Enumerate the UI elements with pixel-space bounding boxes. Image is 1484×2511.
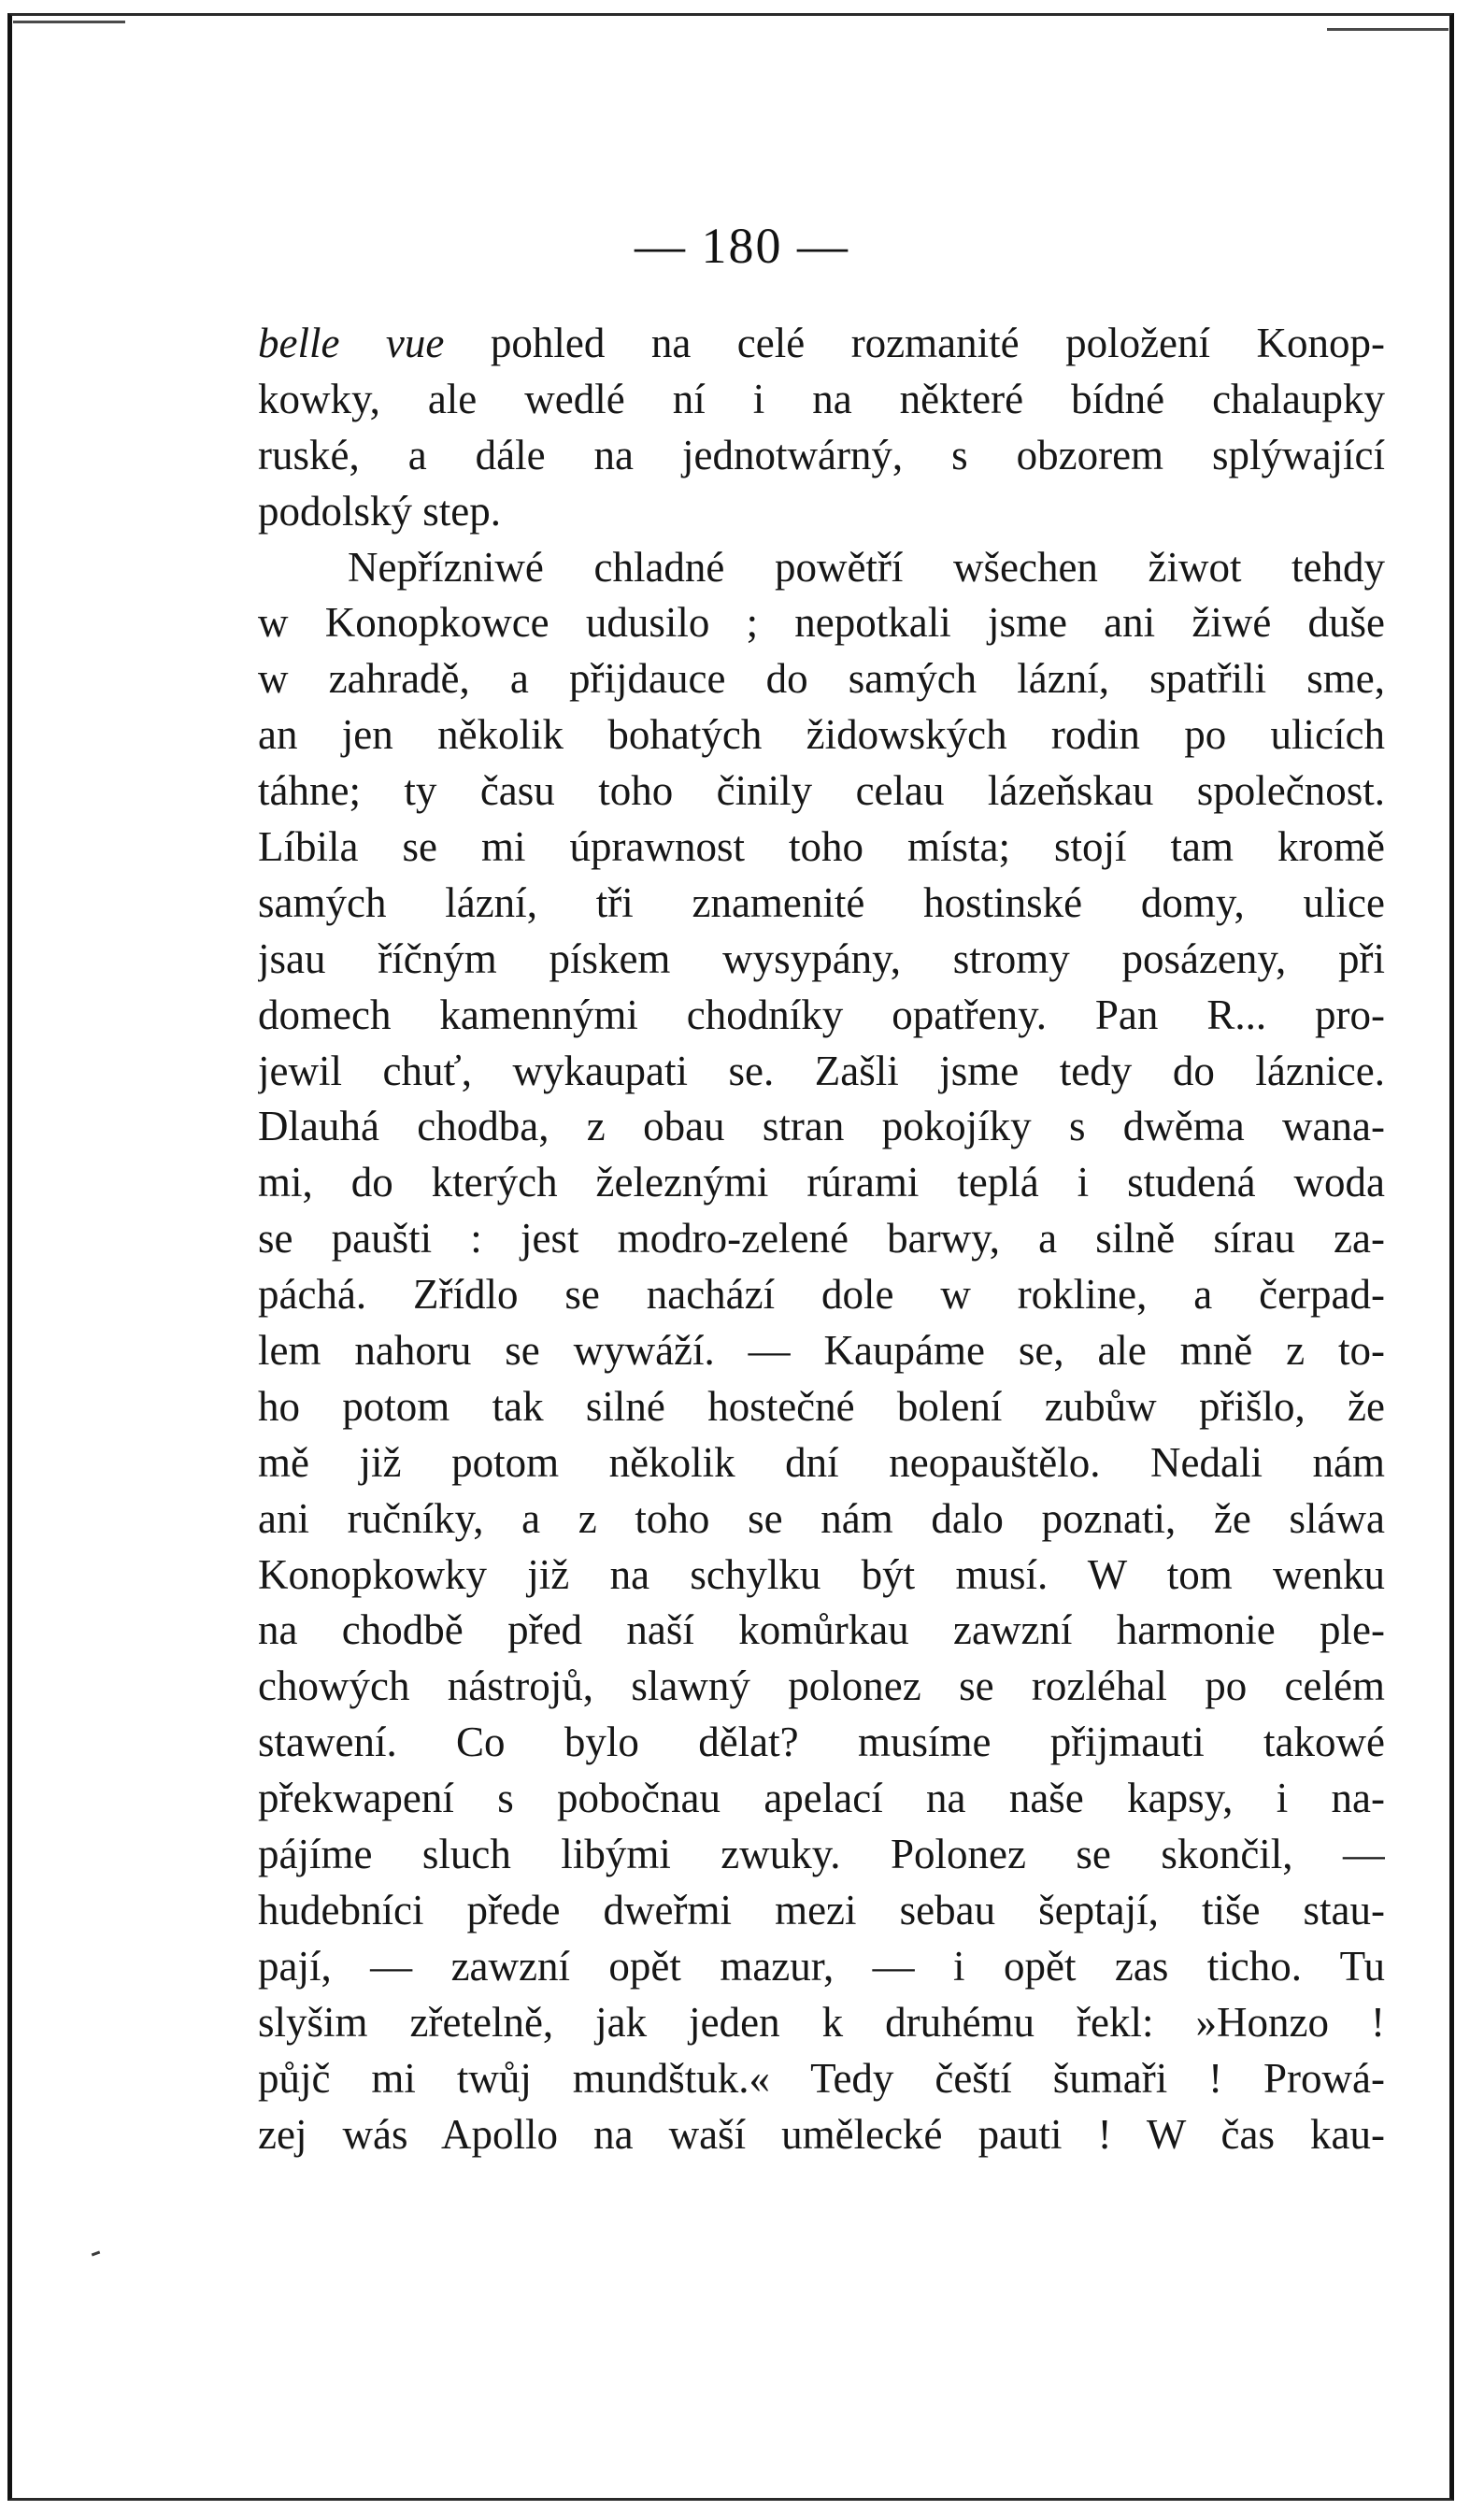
text-line: zej wás Apollo na waší umělecké pauti ! W čas kau- (258, 2110, 1385, 2158)
text-line: mi, do kterých železnými rúrami teplá i studená woda (258, 1159, 1385, 1206)
body-text (258, 316, 1385, 2162)
text-line: slyšim zřetelně, jak jeden k druhému řekl: »Honzo ! (258, 1998, 1385, 2046)
text-line: an jen několik bohatých židowských rodin po ulicích (258, 711, 1385, 759)
top-rule-left (13, 21, 125, 23)
text-line: Dlauhá chodba, z obau stran pokojíky s dwěma wana- (258, 1103, 1385, 1150)
text-line: pájíme sluch libými zwuky. Polonez se skončil, — (258, 1831, 1385, 1878)
text-line: samých lázní, tři znamenité hostinské domy, ulice (258, 878, 1385, 926)
text-line: w zahradě, a přijdauce do samých lázní, spatřili sme, (258, 655, 1385, 703)
text-line: pají, — zawzní opět mazur, — i opět zas ticho. Tu (258, 1942, 1385, 1990)
text-line: domech kamennými chodníky opatřeny. Pan R... pro- (258, 991, 1385, 1038)
text-line: Nepřízniwé chladné powětří wšechen žiwot tehdy (348, 543, 1385, 591)
text-line: Konopkowky již na schylku být musí. W tom wenku (258, 1550, 1385, 1598)
text-line: se paušti : jest modro-zelené barwy, a silně sírau za- (258, 1215, 1385, 1263)
text-line: w Konopkowce udusilo ; nepotkali jsme ani žiwé duše (258, 599, 1385, 647)
text-line: na chodbě před naší komůrkau zawzní harmonie ple- (258, 1606, 1385, 1654)
italic-phrase: belle vue (258, 320, 445, 366)
text-line: mě již potom několik dní neopauštělo. Nedali nám (258, 1438, 1385, 1486)
page-number: — 180 — (635, 218, 849, 274)
text-line: táhne; ty času toho činily celau lázeňskau společnost. (258, 767, 1385, 815)
text-line: lem nahoru se wywáží. — Kaupáme se, ale mně z to- (258, 1327, 1385, 1375)
top-rule-right (1327, 28, 1448, 31)
text-line: kowky, ale wedlé ní i na některé bídné chalaupky (258, 375, 1385, 422)
text-line: stawení. Co bylo dělat? musíme přijmauti takowé (258, 1719, 1385, 1766)
text-line: překwapení s pobočnau apelací na naše kapsy, i na- (258, 1775, 1385, 1822)
text-line: páchá. Zřídlo se nachází dole w rokline, a čerpad- (258, 1271, 1385, 1319)
text-line: jsau říčným pískem wysypány, stromy posázeny, při (258, 934, 1385, 982)
text-line: chowých nástrojů, slawný polonez se rozléhal po celém (258, 1662, 1385, 1710)
text-line: jewil chuť, wykaupati se. Zašli jsme tedy do láznice. (258, 1047, 1385, 1094)
text-line: hudebníci přede dweřmi mezi sebau šeptají, tiše stau- (258, 1886, 1385, 1933)
text-line: Líbila se mi úprawnost toho místa; stojí tam kromě (258, 823, 1385, 871)
text-line: půjč mi twůj mundštuk.« Tedy čeští šumaři ! Prowá- (258, 2054, 1385, 2102)
text-line: ruské, a dále na jednotwárný, s obzorem splýwající (258, 431, 1385, 478)
text-line: ho potom tak silné hostečné bolení zubůw přišlo, že (258, 1382, 1385, 1430)
text-line: ani ručníky, a z toho se nám dalo poznati, že sláwa (258, 1494, 1385, 1542)
text-line: podolský step. (258, 487, 502, 535)
text-line: belle vue pohled na celé rozmanité položení Konop- (258, 320, 1385, 366)
